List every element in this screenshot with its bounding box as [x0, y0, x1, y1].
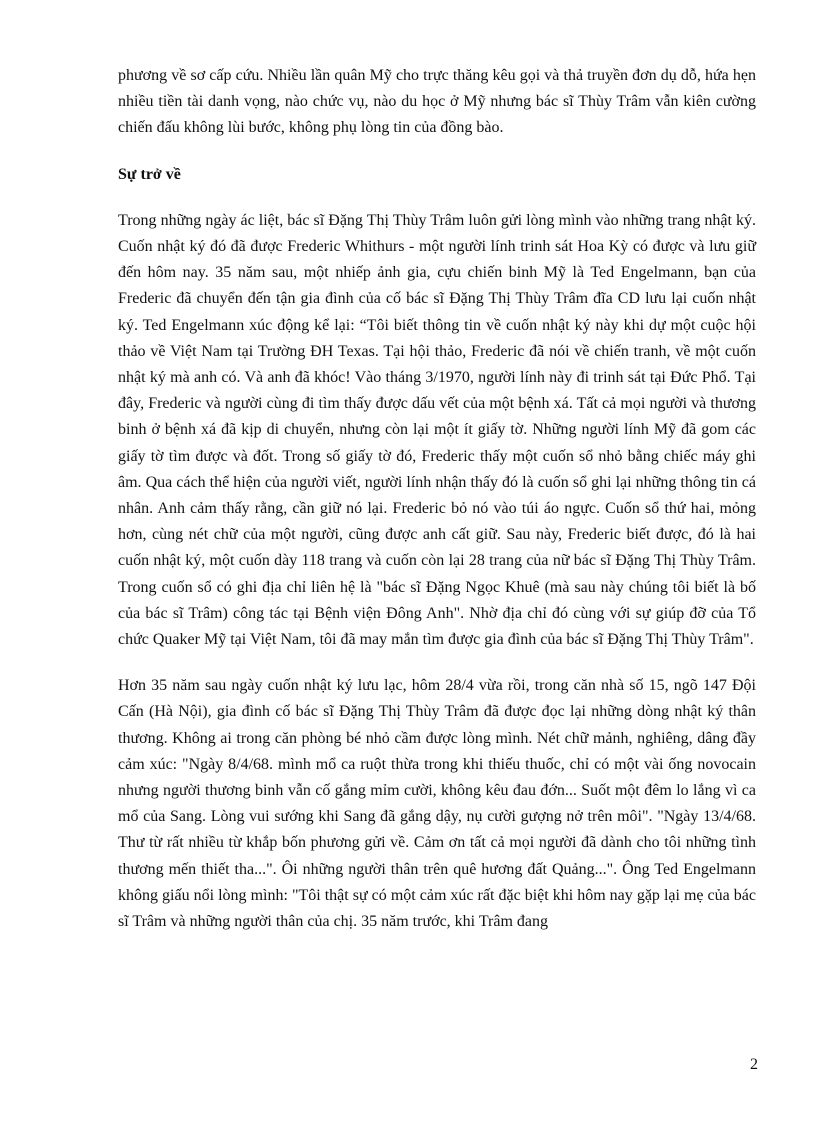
section-heading: Sự trở về — [118, 165, 181, 183]
paragraph-intro: phương về sơ cấp cứu. Nhiều lần quân Mỹ cho trực thăng kêu gọi và thả truyền đơn dụ dỗ, hứa hẹn nhiều tiền tài danh vọng, nào chức vụ, nào du học ở Mỹ nhưng bác sĩ Thùy Trâm vẫn kiên cường chiến đấu không lùi bước, không phụ lòng tin của đồng bào. — [118, 67, 756, 137]
paragraph-reunion: Hơn 35 năm sau ngày cuốn nhật ký lưu lạc, hôm 28/4 vừa rồi, trong căn nhà số 15, ngõ 147 Đội Cấn (Hà Nội), gia đình cố bác sĩ Đặng Thị Thùy Trâm đã được đọc lại những dòng nhật ký thân thương. Không ai trong căn phòng bé nhỏ cầm được lòng mình. Nét chữ mảnh, nghiêng, dâng đầy cảm xúc: "Ngày 8/4/68. mình mổ ca ruột thừa trong khi thiếu thuốc, chỉ có một vài ống novocain nhưng người thương binh vẫn cố gắng mỉm cười, không kêu đau đớn... Suốt một đêm lo lắng vì ca mổ của Sang. Lòng vui sướng khi Sang đã gắng dậy, nụ cười gượng nở trên môi". "Ngày 13/4/68. Thư từ rất nhiều từ khắp bốn phương gửi về. Cảm ơn tất cả mọi người đã dành cho tôi những tình thương mến thiết tha...". Ôi những người thân trên quê hương đất Quảng...". Ông Ted Engelmann không giấu nổi lòng mình: "Tôi thật sự có một cảm xúc rất đặc biệt khi hôm nay gặp lại mẹ của bác sĩ Trâm và những người thân của chị. 35 năm trước, khi Trâm đang — [118, 677, 756, 931]
paragraph-story: Trong những ngày ác liệt, bác sĩ Đặng Thị Thùy Trâm luôn gửi lòng mình vào những trang nhật ký. Cuốn nhật ký đó đã được Frederic Whithurs - một người lính trinh sát Hoa Kỳ có được và lưu giữ đến hôm nay. 35 năm sau, một nhiếp ảnh gia, cựu chiến binh Mỹ là Ted Engelmann, bạn của Frederic đã chuyển đến tận gia đình của cố bác sĩ Đặng Thị Thùy Trâm đĩa CD lưu lại cuốn nhật ký. Ted Engelmann xúc động kể lại: “Tôi biết thông tin về cuốn nhật ký này khi dự một cuộc hội thảo về Việt Nam tại Trường ĐH Texas. Tại hội thảo, Frederic đã nói về chiến tranh, về một cuốn nhật ký mà anh có. Và anh đã khóc! Vào tháng 3/1970, người lính này đi trinh sát tại Đức Phổ. Tại đây, Frederic và người cùng đi tìm thấy được dấu vết của một bệnh xá. Tất cả mọi người và thương binh ở bệnh xá đã kịp di chuyển, nhưng còn lại một ít giấy tờ. Những người lính Mỹ đã gom các giấy tờ tìm được và đốt. Trong số giấy tờ đó, Frederic thấy một cuốn sổ nhỏ bằng chiếc máy ghi âm. Qua cách thể hiện của người viết, người lính nhận thấy đó là cuốn sổ ghi lại những thông tin cá nhân. Anh cảm thấy rằng, cần giữ nó lại. Frederic bỏ nó vào túi áo ngực. Cuốn sổ thứ hai, mỏng hơn, cùng nét chữ của một người, cũng được anh cất giữ. Sau này, Frederic biết được, đó là hai cuốn nhật ký, một cuốn dày 118 trang và cuốn còn lại 28 trang của nữ bác sĩ Đặng Thị Thùy Trâm. Trong cuốn sổ có ghi địa chỉ liên hệ là "bác sĩ Đặng Ngọc Khuê (mà sau này chúng tôi biết là bố của bác sĩ Trâm) công tác tại Bệnh viện Đông Anh". Nhờ địa chỉ đó cùng với sự giúp đỡ của Tổ chức Quaker Mỹ tại Việt Nam, tôi đã may mắn tìm được gia đình của bác sĩ Đặng Thị Thùy Trâm". — [118, 211, 756, 649]
document-body — [118, 63, 756, 935]
page-number: 2 — [750, 1056, 758, 1073]
